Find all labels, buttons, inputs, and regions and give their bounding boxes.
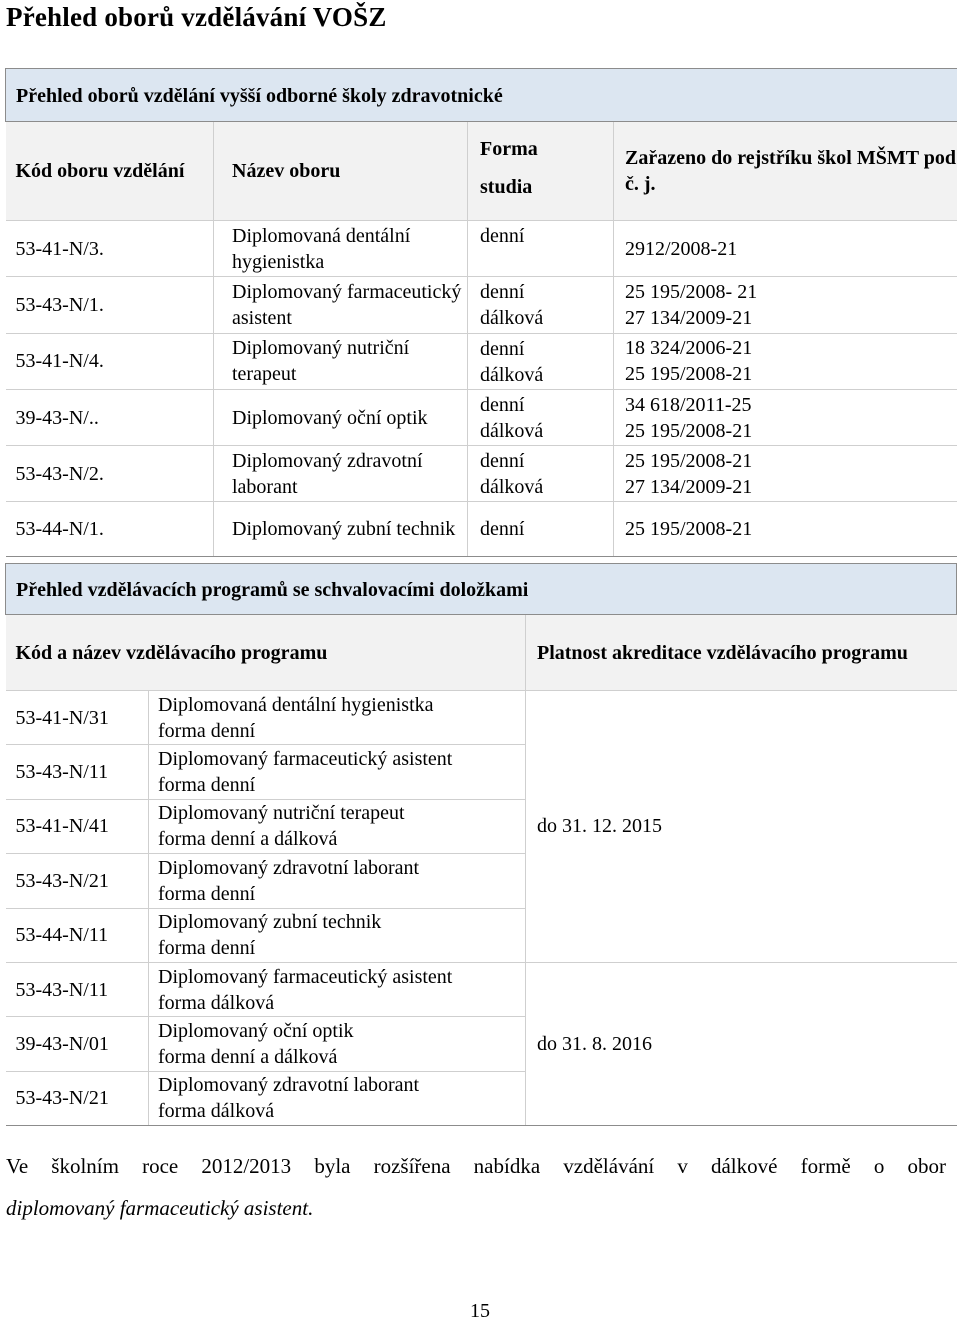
row-form: denní dálková (468, 333, 614, 389)
table-row (6, 962, 957, 1016)
validity-cell: do 31. 8. 2016 (526, 962, 957, 1125)
row-name: Diplomovaný nutriční terapeut (214, 333, 468, 389)
table-row (6, 221, 957, 277)
row-code: 53-41-N/4. (6, 333, 214, 389)
program-name: Diplomovaný zdravotní laborant (158, 1074, 420, 1097)
header-form-line2: studia (480, 176, 533, 198)
program-name: Diplomovaný oční optik (158, 1020, 354, 1043)
program-form: forma denní a dálková (158, 828, 338, 851)
program-code: 53-43-N/21 (6, 1071, 149, 1125)
header-validity: Platnost akreditace vzdělávacího programu (526, 615, 957, 691)
note-line2: diplomovaný farmaceutický asistent. (6, 1196, 314, 1220)
program-code: 39-43-N/01 (6, 1017, 149, 1071)
program-name-cell (149, 745, 526, 799)
program-name-cell (149, 962, 526, 1016)
table-row (6, 333, 957, 389)
program-name: Diplomovaný zubní technik (158, 911, 382, 934)
row-name: Diplomovaný oční optik (214, 389, 468, 445)
table1-header-row (6, 122, 957, 221)
program-name: Diplomovaný zdravotní laborant (158, 856, 420, 879)
table2-section-title: Přehled vzdělávacích programů se schvalovacími doložkami (6, 564, 957, 615)
row-code: 53-43-N/1. (6, 277, 214, 333)
program-form: forma denní (158, 937, 256, 960)
header-name: Název oboru (214, 122, 468, 221)
header-code: Kód oboru vzdělání (6, 122, 214, 221)
row-register: 18 324/2006-21 25 195/2008-21 (614, 333, 957, 389)
note-paragraph (6, 1145, 946, 1229)
row-name: Diplomovaný zdravotní laborant (214, 446, 468, 502)
row-register: 25 195/2008- 21 27 134/2009-21 (614, 277, 957, 333)
header-program: Kód a název vzdělávacího programu (6, 615, 526, 691)
program-form: forma dálková (158, 1100, 275, 1123)
row-code: 53-43-N/2. (6, 446, 214, 502)
program-code: 53-41-N/31 (6, 691, 149, 745)
validity-cell: do 31. 12. 2015 (526, 691, 957, 963)
row-code: 53-44-N/1. (6, 502, 214, 556)
table-row (6, 389, 957, 445)
program-form: forma denní (158, 882, 256, 905)
programs-table (5, 563, 957, 1126)
program-form: forma denní (158, 774, 256, 797)
program-name-cell (149, 908, 526, 962)
row-name: Diplomovaný farmaceutický asistent (214, 277, 468, 333)
header-form (468, 122, 614, 221)
row-form: denní dálková (468, 446, 614, 502)
program-name-cell (149, 1071, 526, 1125)
row-form: denní (468, 221, 614, 277)
program-name-cell (149, 1017, 526, 1071)
program-code: 53-44-N/11 (6, 908, 149, 962)
program-name: Diplomovaný farmaceutický asistent (158, 748, 453, 771)
program-name-cell (149, 691, 526, 745)
program-form: forma denní a dálková (158, 1046, 338, 1069)
table1-section-title: Přehled oborů vzdělání vyšší odborné školy zdravotnické (6, 69, 957, 122)
row-form: denní dálková (468, 277, 614, 333)
program-form: forma denní (158, 719, 256, 742)
row-name: Diplomovaný zubní technik (214, 502, 468, 556)
row-register: 34 618/2011-25 25 195/2008-21 (614, 389, 957, 445)
program-code: 53-43-N/11 (6, 962, 149, 1016)
program-code: 53-43-N/11 (6, 745, 149, 799)
row-register: 25 195/2008-21 27 134/2009-21 (614, 446, 957, 502)
row-register: 25 195/2008-21 (614, 502, 957, 556)
program-name: Diplomovaná dentální hygienistka (158, 693, 434, 716)
note-line1: Ve školním roce 2012/2013 byla rozšířena nabídka vzdělávání v dálkové formě o obor (6, 1154, 946, 1178)
row-code: 53-41-N/3. (6, 221, 214, 277)
table-row (6, 277, 957, 333)
row-code: 39-43-N/.. (6, 389, 214, 445)
row-form: denní (468, 502, 614, 556)
row-name: Diplomovaná dentální hygienistka (214, 221, 468, 277)
program-form: forma dálková (158, 991, 275, 1014)
header-form-line1: Forma (480, 138, 538, 160)
row-register: 2912/2008-21 (614, 221, 957, 277)
page-title: Přehled oborů vzdělávání VOŠZ (6, 2, 387, 32)
program-name: Diplomovaný farmaceutický asistent (158, 965, 453, 988)
table2-header-row (6, 615, 957, 691)
table-row (6, 691, 957, 745)
page-number: 15 (470, 1300, 490, 1322)
program-name-cell (149, 799, 526, 853)
fields-of-study-table (5, 68, 957, 557)
row-form: denní dálková (468, 389, 614, 445)
header-register: Zařazeno do rejstříku škol MŠMT pod č. j. (614, 122, 957, 221)
program-code: 53-41-N/41 (6, 799, 149, 853)
program-code: 53-43-N/21 (6, 854, 149, 908)
table-row (6, 502, 957, 556)
program-name-cell (149, 854, 526, 908)
program-name: Diplomovaný nutriční terapeut (158, 802, 405, 825)
table-row (6, 446, 957, 502)
